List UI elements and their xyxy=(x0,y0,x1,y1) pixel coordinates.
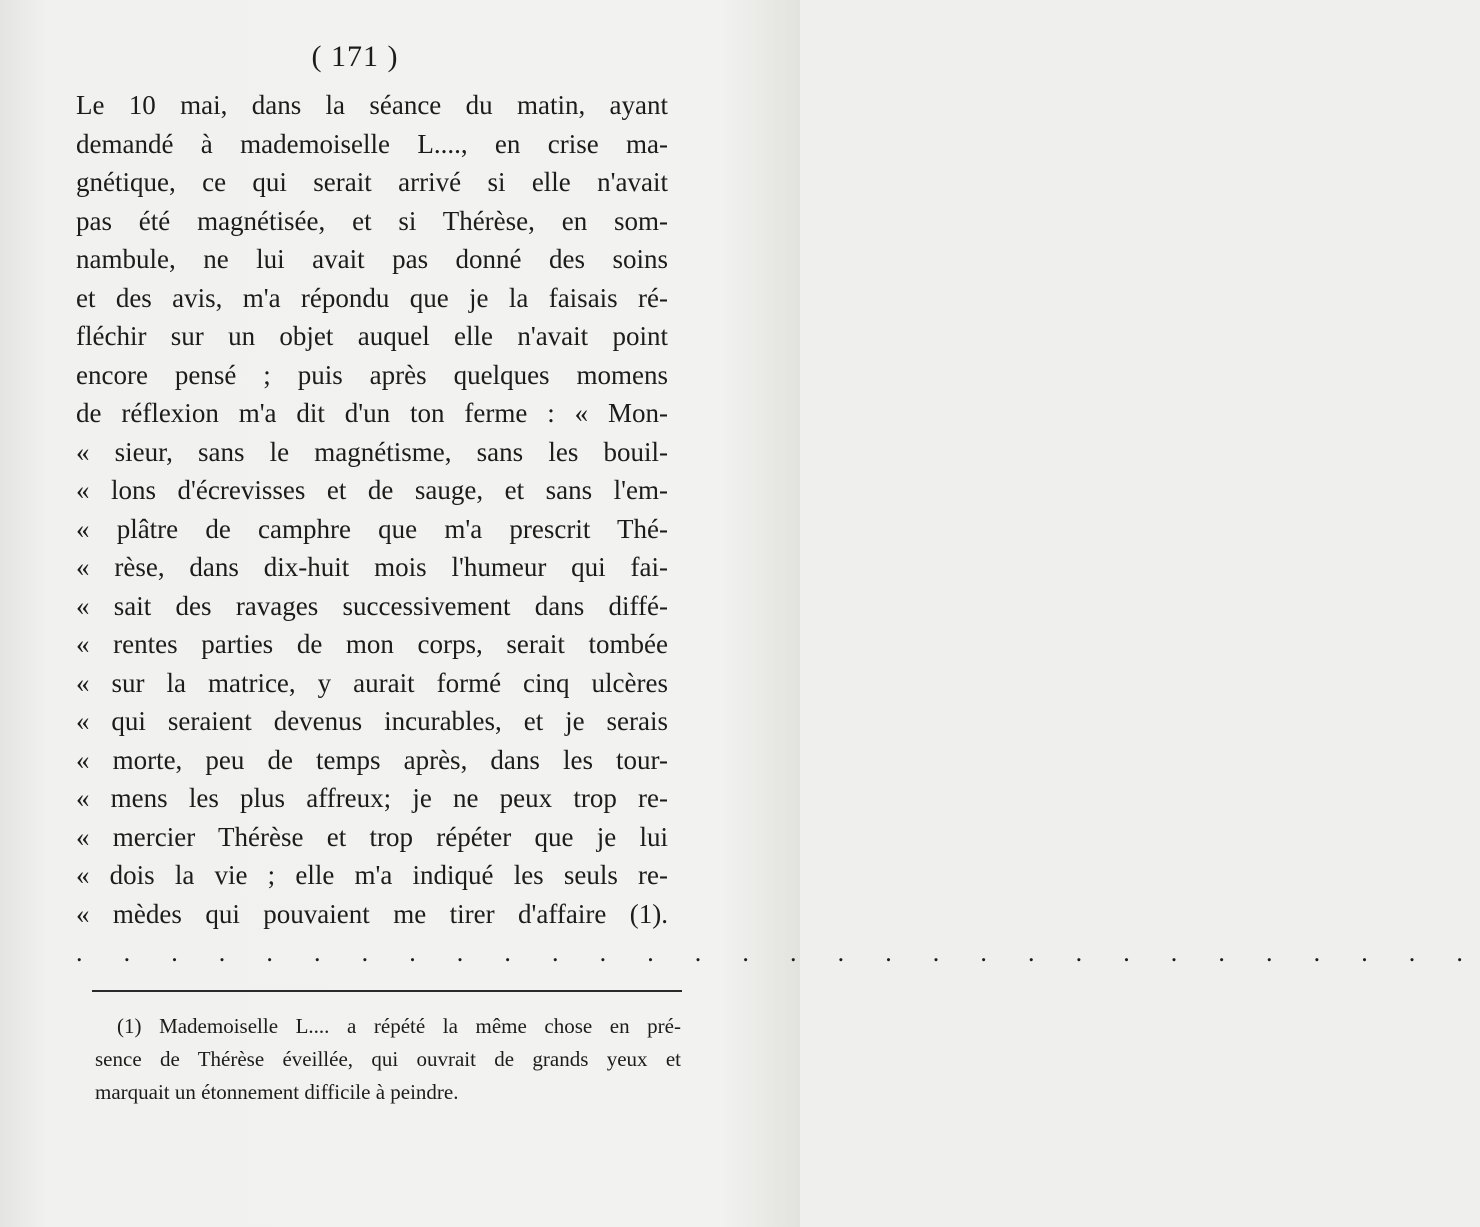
text-line: « mèdes qui pouvaient me tirer d'affaire (1). xyxy=(76,898,668,929)
text-line: « sur la matrice, y aurait formé cinq ulcères xyxy=(76,667,668,698)
text-line: « morte, peu de temps après, dans les tour- xyxy=(76,744,668,775)
text-line: et des avis, m'a répondu que je la faisais ré- xyxy=(76,282,668,313)
text-line: « lons d'écrevisses et de sauge, et sans l'em- xyxy=(76,475,668,505)
text-line: « qui seraient devenus incurables, et je serais xyxy=(76,706,668,736)
page-number: ( 171 ) xyxy=(311,40,399,73)
text-line: nambule, ne lui avait pas donné des soins xyxy=(76,244,668,274)
text-line: « sieur, sans le magnétisme, sans les bouil- xyxy=(76,436,668,467)
text-line: « sait des ravages successivement dans diffé- xyxy=(76,590,668,621)
text-line: fléchir sur un objet auquel elle n'avait point xyxy=(76,321,668,351)
text-line: de réflexion m'a dit d'un ton ferme : « Mon- xyxy=(76,398,668,428)
ellipsis-row: . . . . . . . . . . . . . . . . . . . . . . . . . . . . . . xyxy=(76,938,1480,967)
footnote-line: sence de Thérèse éveillée, qui ouvrait de grands yeux et xyxy=(95,1047,681,1071)
footnote-divider xyxy=(92,990,682,992)
text-line: « dois la vie ; elle m'a indiqué les seuls re- xyxy=(76,860,668,890)
text-line: « rèse, dans dix-huit mois l'humeur qui fai- xyxy=(76,552,668,582)
text-line: demandé à mademoiselle L...., en crise ma- xyxy=(76,128,668,159)
text-line: « mens les plus affreux; je ne peux trop re- xyxy=(76,783,668,813)
footnote xyxy=(95,1010,681,1109)
footnote-line: marquait un étonnement difficile à peindre. xyxy=(95,1080,459,1104)
text-line: « rentes parties de mon corps, serait tombée xyxy=(76,629,668,659)
text-line: Le 10 mai, dans la séance du matin, ayant xyxy=(76,90,668,120)
text-line: encore pensé ; puis après quelques momens xyxy=(76,359,668,390)
footnote-line: (1) Mademoiselle L.... a répété la même chose en pré- xyxy=(117,1014,681,1038)
body-text xyxy=(76,86,668,933)
text-line: « mercier Thérèse et trop répéter que je lui xyxy=(76,821,668,852)
text-line: gnétique, ce qui serait arrivé si elle n'avait xyxy=(76,167,668,197)
text-line: pas été magnétisée, et si Thérèse, en som- xyxy=(76,205,668,236)
text-line: « plâtre de camphre que m'a prescrit Thé- xyxy=(76,513,668,544)
